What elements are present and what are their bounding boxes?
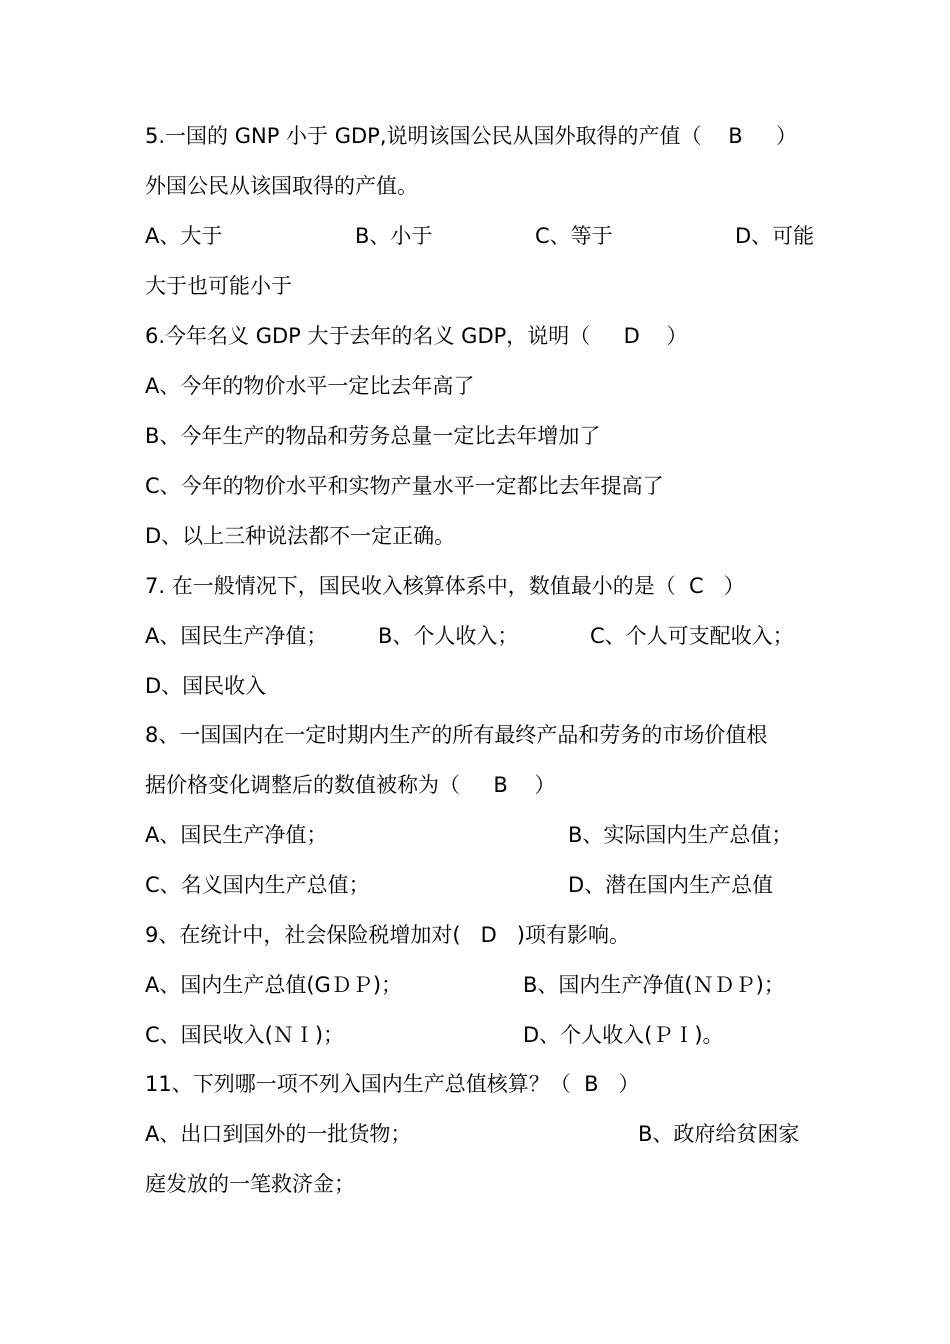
question-6-stem: 6.今年名义 GDP 大于去年的名义 GDP，说明（ D ） bbox=[145, 324, 688, 348]
question-6-option-c: C、今年的物价水平和实物产量水平一定都比去年提高了 bbox=[145, 474, 664, 498]
question-6-option-a: A、今年的物价水平一定比去年高了 bbox=[145, 374, 475, 398]
question-8-option-c: C、名义国内生产总值； bbox=[145, 873, 370, 897]
question-8-option-a: A、国民生产净值； bbox=[145, 823, 328, 847]
question-6-option-d: D、以上三种说法都不一定正确。 bbox=[145, 524, 456, 548]
question-9-stem: 9、在统计中，社会保险税增加对( D )项有影响。 bbox=[145, 923, 630, 947]
question-8-option-d: D、潜在国内生产总值 bbox=[568, 873, 774, 897]
question-8-option-b: B、实际国内生产总值； bbox=[568, 823, 793, 847]
question-6-option-b: B、今年生产的物品和劳务总量一定比去年增加了 bbox=[145, 424, 601, 448]
question-5-option-b: B、小于 bbox=[355, 224, 433, 248]
question-9-option-b: B、国内生产净值(ＮＤＰ)； bbox=[523, 973, 785, 997]
question-5-stem: 5.一国的 GNP 小于 GDP,说明该国公民从国外取得的产值（ B ） bbox=[145, 124, 797, 148]
question-7-option-c: C、个人可支配收入； bbox=[590, 624, 794, 648]
question-9-option-d: D、个人收入(ＰＩ)。 bbox=[523, 1023, 724, 1047]
question-5-option-a: A、大于 bbox=[145, 224, 223, 248]
question-8-stem: 8、一国国内在一定时期内生产的所有最终产品和劳务的市场价值根 bbox=[145, 723, 768, 747]
question-7-option-d: D、国民收入 bbox=[145, 674, 267, 698]
question-9-option-c: C、国民收入(ＮＩ)； bbox=[145, 1023, 345, 1047]
question-7-stem: 7. 在一般情况下，国民收入核算体系中，数值最小的是（ C ） bbox=[145, 574, 745, 598]
question-5-stem-continued: 外国公民从该国取得的产值。 bbox=[145, 174, 418, 198]
question-7-option-a: A、国民生产净值； bbox=[145, 624, 328, 648]
question-11-option-a: A、出口到国外的一批货物； bbox=[145, 1122, 412, 1146]
question-9-option-a: A、国内生产总值(GＤＰ)； bbox=[145, 973, 403, 997]
question-5-option-c: C、等于 bbox=[535, 224, 613, 248]
question-5-option-d-continued: 大于也可能小于 bbox=[145, 274, 292, 298]
question-11-option-b: B、政府给贫困家 bbox=[638, 1122, 800, 1146]
question-11-option-b-continued: 庭发放的一笔救济金； bbox=[145, 1172, 355, 1196]
question-5-option-d: D、可能 bbox=[735, 224, 815, 248]
question-11-stem: 11、下列哪一项不列入国内生产总值核算？（ B ） bbox=[145, 1072, 640, 1096]
question-7-option-b: B、个人收入； bbox=[378, 624, 519, 648]
question-8-stem-continued: 据价格变化调整后的数值被称为（ B ） bbox=[145, 773, 556, 797]
